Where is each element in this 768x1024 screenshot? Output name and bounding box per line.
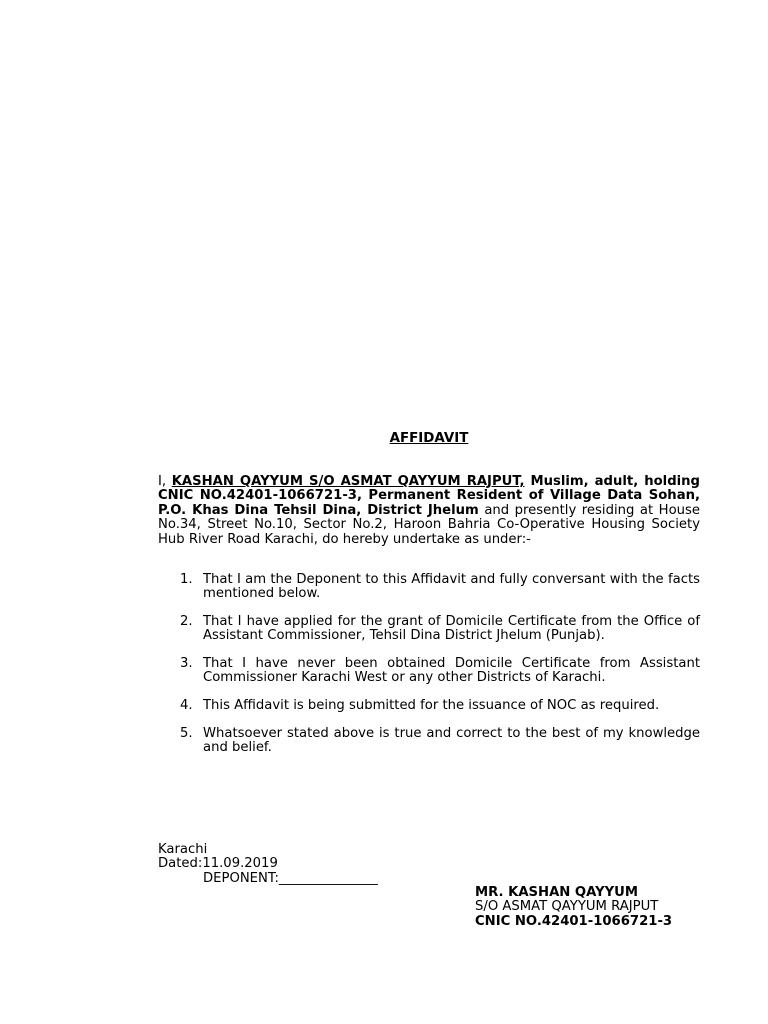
list-item xyxy=(158,657,700,686)
footer-block xyxy=(158,843,378,886)
signatory-cnic: CNIC NO.42401-1066721-3 xyxy=(475,913,673,929)
document-title: AFFIDAVIT xyxy=(389,431,469,446)
list-item xyxy=(158,615,700,644)
signature-block xyxy=(475,886,672,929)
list-item-number: 5. xyxy=(180,726,193,742)
list-item-text: This Affidavit is being submitted for the issuance of NOC as required. xyxy=(203,698,660,714)
date-label: Dated:11.09.2019 xyxy=(158,856,278,872)
intro-plain-text: and presently residing at House No.34, Street No.10, Sector No.2, Haroon Bahria Co-Operative Housing Society Hub River Road Karachi, do hereby undertake as under:- xyxy=(158,502,700,547)
list-item-text: That I am the Deponent to this Affidavit and fully conversant with the facts mentioned below. xyxy=(203,572,700,602)
deponent-name: KASHAN QAYYUM S/O ASMAT QAYYUM RAJPUT, xyxy=(171,474,525,489)
list-item-number: 2. xyxy=(180,614,193,630)
list-item-number: 3. xyxy=(180,656,193,672)
list-item xyxy=(158,727,700,756)
list-item xyxy=(158,699,700,713)
deponent-signature-line: DEPONENT:_______________ xyxy=(203,870,378,886)
list-item xyxy=(158,573,700,602)
intro-prefix: I, xyxy=(158,474,172,489)
list-item-text: That I have never been obtained Domicile Certificate from Assistant Commissioner Karachi West or any other Districts of Karachi. xyxy=(203,656,700,686)
signatory-parent: S/O ASMAT QAYYUM RAJPUT xyxy=(475,899,659,915)
place-label: Karachi xyxy=(158,842,208,857)
list-item-number: 1. xyxy=(180,572,193,587)
intro-bold-text: Muslim, adult, holding CNIC NO.42401-1066721-3, Permanent Resident of Village Data Sohan, P.O. Khas Dina Tehsil Dina, District Jhelum xyxy=(158,474,700,518)
intro-paragraph xyxy=(158,475,700,547)
signatory-name: MR. KASHAN QAYYUM xyxy=(475,885,639,900)
list-item-text: Whatsoever stated above is true and correct to the best of my knowledge and belief. xyxy=(203,726,700,756)
list-item-number: 4. xyxy=(180,698,193,714)
undertaking-list xyxy=(158,573,700,769)
list-item-text: That I have applied for the grant of Domicile Certificate from the Office of Assistant Commissioner, Tehsil Dina District Jhelum (Punjab). xyxy=(203,614,700,644)
